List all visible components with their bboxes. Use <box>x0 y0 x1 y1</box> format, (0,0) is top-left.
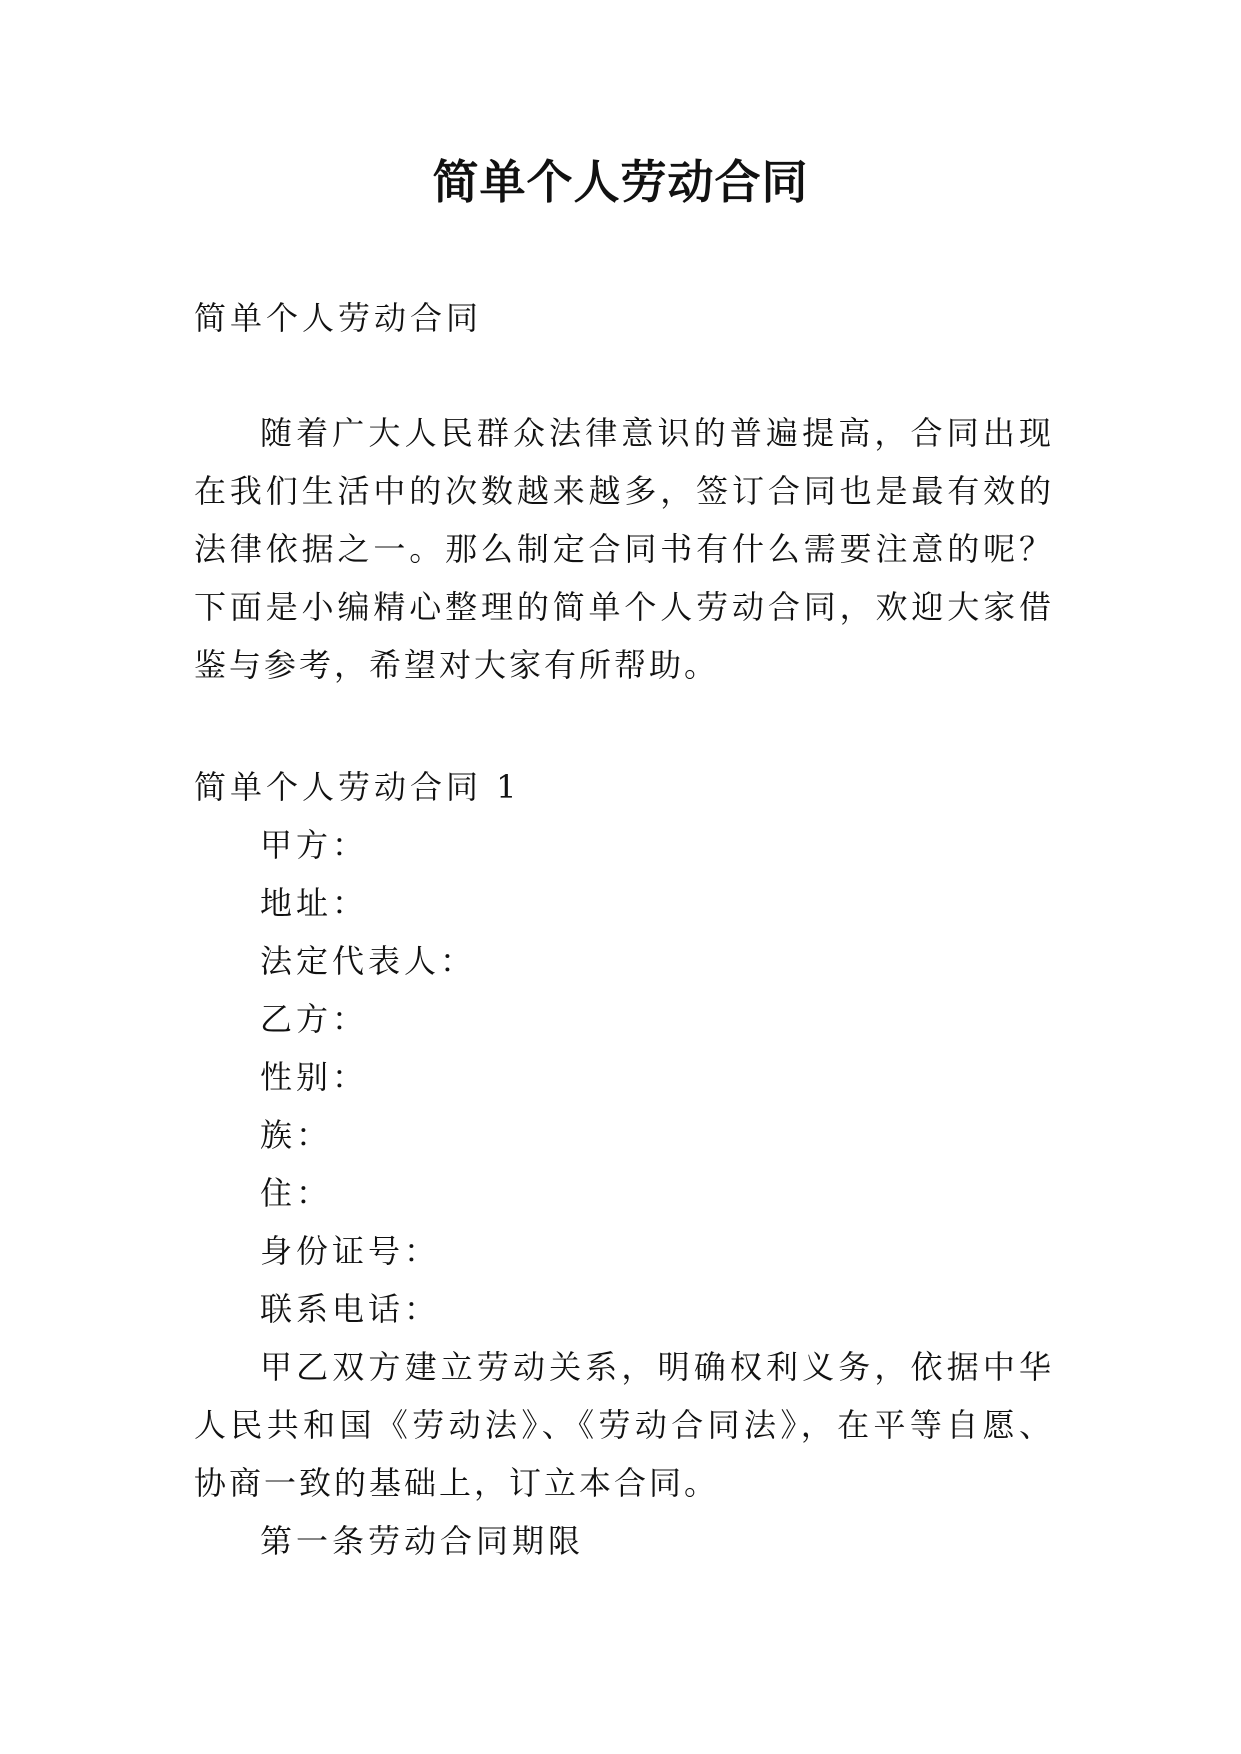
field-residence: 住： <box>260 1174 333 1212</box>
field-party-a: 甲方： <box>260 826 369 864</box>
intro-paragraph: 随着广大人民群众法律意识的普遍提高，合同出现在我们生活中的次数越来越多，签订合同也是最有效的法律依据之一。那么制定合同书有什么需要注意的呢？下面是小编精心整理的简单个人劳动合同，欢迎大家借鉴与参考，希望对大家有所帮助。 <box>194 414 1054 684</box>
field-gender: 性别： <box>260 1058 369 1096</box>
article-1-heading: 第一条劳动合同期限 <box>260 1522 585 1560</box>
field-legal-representative: 法定代表人： <box>260 942 477 980</box>
field-party-b: 乙方： <box>260 1000 369 1038</box>
document-title: 简单个人劳动合同 <box>432 155 809 209</box>
field-phone: 联系电话： <box>260 1290 441 1328</box>
field-ethnicity: 族： <box>260 1116 333 1154</box>
preamble-paragraph: 甲乙双方建立劳动关系，明确权利义务，依据中华人民共和国《劳动法》、《劳动合同法》，在平等自愿、协商一致的基础上，订立本合同。 <box>194 1348 1054 1502</box>
field-id-number: 身份证号： <box>260 1232 441 1270</box>
document-subtitle: 简单个人劳动合同 <box>194 299 483 337</box>
field-address: 地址： <box>260 884 369 922</box>
contract-heading: 简单个人劳动合同 1 <box>194 768 521 806</box>
contract-section <box>194 758 1054 1570</box>
